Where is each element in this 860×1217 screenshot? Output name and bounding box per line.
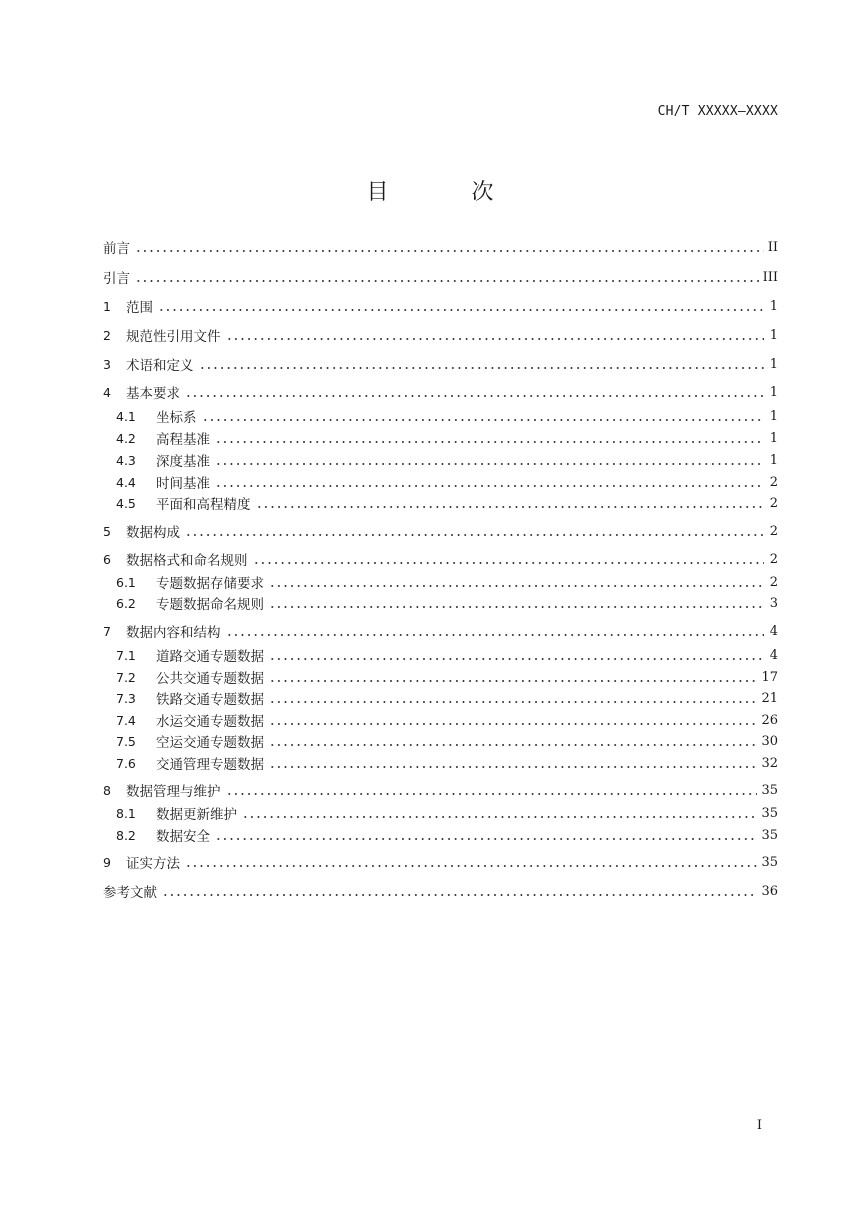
toc-entry-number: 7.6	[116, 755, 136, 771]
toc-entry[interactable]	[103, 472, 778, 492]
toc-entry-label: 数据格式和命名规则	[126, 553, 248, 569]
toc-entry-label: 数据管理与维护	[126, 784, 221, 800]
toc-dot-leader	[269, 753, 757, 773]
toc-entry-number: 4.4	[116, 474, 136, 490]
toc-entry[interactable]	[103, 382, 778, 402]
toc-entry[interactable]	[103, 621, 778, 641]
toc-entry-page: 1	[769, 384, 778, 400]
toc-entry-label: 道路交通专题数据	[156, 649, 264, 665]
toc-entry-page: 1	[769, 408, 778, 424]
toc-entry-label: 参考文献	[103, 885, 157, 901]
toc-entry[interactable]	[103, 667, 778, 687]
toc-entry-page: 4	[769, 647, 778, 663]
toc-entry[interactable]	[103, 753, 778, 773]
toc-entry[interactable]	[103, 237, 778, 257]
toc-entry[interactable]	[103, 881, 778, 901]
toc-entry-number: 6.1	[116, 574, 136, 590]
toc-entry-number: 8.1	[116, 805, 136, 821]
toc-entry-number: 2	[103, 327, 111, 343]
toc-entry-number: 4.3	[116, 452, 136, 468]
toc-entry-label: 专题数据存储要求	[156, 576, 264, 592]
toc-dot-leader	[135, 237, 764, 257]
toc-entry-number: 6	[103, 551, 111, 567]
toc-dot-leader	[202, 406, 765, 426]
toc-entry-page: 1	[769, 327, 778, 343]
toc-entry-page: 2	[769, 474, 778, 490]
toc-entry-number: 7.3	[116, 690, 136, 706]
toc-entry-page: 1	[769, 298, 778, 314]
toc-entry-page: 35	[761, 805, 778, 821]
toc-entry-number: 7	[103, 623, 111, 639]
toc-entry-label: 数据安全	[156, 829, 210, 845]
toc-entry-label: 专题数据命名规则	[156, 597, 264, 613]
toc-entry-number: 4.1	[116, 408, 136, 424]
toc-dot-leader	[199, 354, 765, 374]
toc-entry[interactable]	[103, 267, 778, 287]
toc-entry-label: 铁路交通专题数据	[156, 692, 264, 708]
toc-dot-leader	[269, 731, 757, 751]
toc-entry-label: 前言	[103, 241, 130, 257]
toc-entry[interactable]	[103, 354, 778, 374]
toc-entry-label: 时间基准	[156, 476, 210, 492]
toc-entry-label: 交通管理专题数据	[156, 757, 264, 773]
toc-dot-leader	[269, 688, 757, 708]
toc-entry-label: 数据内容和结构	[126, 625, 221, 641]
document-code: CH/T XXXXX—XXXX	[657, 104, 778, 119]
toc-entry[interactable]	[103, 325, 778, 345]
toc-entry[interactable]	[103, 688, 778, 708]
toc-dot-leader	[162, 881, 757, 901]
toc-entry-label: 证实方法	[126, 856, 180, 872]
toc-entry-page: 2	[769, 551, 778, 567]
toc-entry[interactable]	[103, 521, 778, 541]
toc-dot-leader	[185, 521, 764, 541]
toc-entry-number: 7.2	[116, 669, 136, 685]
toc-dot-leader	[269, 593, 764, 613]
toc-entry[interactable]	[103, 428, 778, 448]
toc-dot-leader	[215, 428, 764, 448]
toc-entry-number: 8.2	[116, 827, 136, 843]
toc-entry-page: 3	[769, 595, 778, 611]
toc-dot-leader	[215, 825, 757, 845]
toc-title: 目 次	[366, 180, 532, 205]
toc-entry-page: 32	[761, 755, 778, 771]
toc-entry-number: 7.1	[116, 647, 136, 663]
toc-entry[interactable]	[103, 803, 778, 823]
toc-entry-number: 4.2	[116, 430, 136, 446]
toc-entry[interactable]	[103, 406, 778, 426]
toc-entry-label: 基本要求	[126, 386, 180, 402]
toc-entry-page: 1	[769, 356, 778, 372]
toc-entry[interactable]	[103, 780, 778, 800]
toc-dot-leader	[135, 267, 759, 287]
toc-dot-leader	[226, 780, 758, 800]
toc-entry-label: 规范性引用文件	[126, 329, 221, 345]
toc-entry-label: 数据更新维护	[156, 807, 237, 823]
toc-dot-leader	[185, 382, 764, 402]
toc-entry-page: II	[767, 239, 778, 255]
toc-dot-leader	[215, 472, 764, 492]
toc-entry-label: 引言	[103, 271, 130, 287]
toc-entry-page: 1	[769, 452, 778, 468]
toc-entry-page: 2	[769, 495, 778, 511]
toc-entry-number: 9	[103, 854, 111, 870]
toc-dot-leader	[253, 549, 765, 569]
toc-entry-label: 水运交通专题数据	[156, 714, 264, 730]
toc-entry-label: 公共交通专题数据	[156, 671, 264, 687]
toc-entry-label: 数据构成	[126, 525, 180, 541]
toc-entry-number: 7.5	[116, 733, 136, 749]
toc-entry-page: 35	[761, 854, 778, 870]
toc-entry-page: 4	[769, 623, 778, 639]
toc-entry-label: 空运交通专题数据	[156, 735, 264, 751]
toc-entry-label: 术语和定义	[126, 358, 194, 374]
footer-page-number: I	[756, 1118, 762, 1133]
toc-entry[interactable]	[103, 593, 778, 613]
toc-entry-page: 2	[769, 574, 778, 590]
toc-dot-leader	[269, 710, 757, 730]
toc-entry[interactable]	[103, 493, 778, 513]
toc-entry-page: III	[762, 269, 778, 285]
toc-entry-page: 35	[761, 782, 778, 798]
toc-entry-number: 6.2	[116, 595, 136, 611]
toc-entry-number: 4	[103, 384, 111, 400]
toc-entry[interactable]	[103, 710, 778, 730]
toc-entry[interactable]	[103, 825, 778, 845]
toc-dot-leader	[256, 493, 765, 513]
toc-entry[interactable]	[103, 296, 778, 316]
toc-dot-leader	[226, 325, 765, 345]
toc-dot-leader	[269, 667, 757, 687]
toc-entry[interactable]	[103, 572, 778, 592]
toc-entry[interactable]	[103, 450, 778, 470]
toc-entry-number: 4.5	[116, 495, 136, 511]
toc-entry[interactable]	[103, 852, 778, 872]
toc-entry-page: 26	[761, 712, 778, 728]
toc-entry[interactable]	[103, 731, 778, 751]
toc-entry-page: 17	[761, 669, 778, 685]
toc-entry-label: 深度基准	[156, 454, 210, 470]
toc-dot-leader	[269, 645, 764, 665]
toc-entry-page: 30	[761, 733, 778, 749]
toc-entry-page: 35	[761, 827, 778, 843]
toc-entry-label: 范围	[126, 300, 153, 316]
toc-entry-number: 3	[103, 356, 111, 372]
toc-entry-number: 5	[103, 523, 111, 539]
toc-dot-leader	[226, 621, 765, 641]
toc-entry-page: 2	[769, 523, 778, 539]
toc-entry[interactable]	[103, 645, 778, 665]
toc-entry[interactable]	[103, 549, 778, 569]
toc-entry-label: 坐标系	[156, 410, 197, 426]
toc-entry-page: 1	[769, 430, 778, 446]
toc-dot-leader	[242, 803, 757, 823]
toc-dot-leader	[269, 572, 764, 592]
toc-entry-page: 21	[761, 690, 778, 706]
toc-dot-leader	[185, 852, 757, 872]
toc-entry-page: 36	[761, 883, 778, 899]
toc-dot-leader	[215, 450, 764, 470]
toc-dot-leader	[158, 296, 764, 316]
toc-entry-number: 8	[103, 782, 111, 798]
toc-entry-number: 1	[103, 298, 111, 314]
toc-entry-label: 高程基准	[156, 432, 210, 448]
toc-entry-label: 平面和高程精度	[156, 497, 251, 513]
toc-entry-number: 7.4	[116, 712, 136, 728]
